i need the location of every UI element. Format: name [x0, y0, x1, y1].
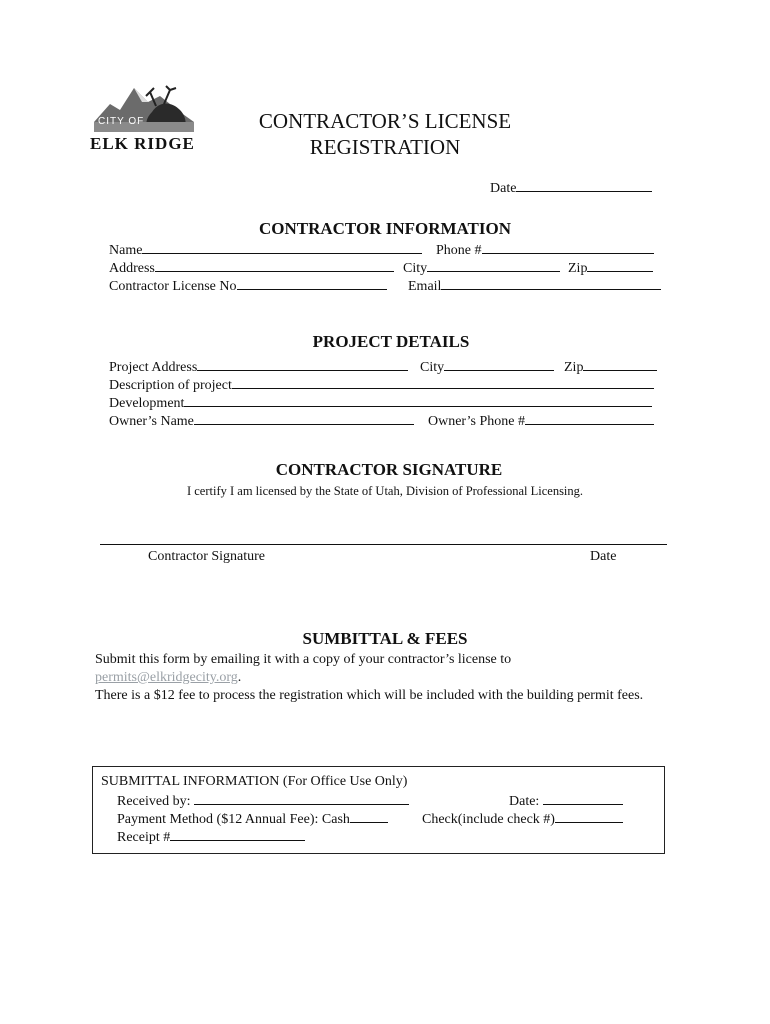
owner-phone-label: Owner’s Phone #	[428, 414, 525, 429]
description-line[interactable]	[232, 375, 654, 389]
signature-date-label: Date	[590, 549, 617, 564]
project-zip-line[interactable]	[583, 357, 657, 371]
logo-small-text: CITY OF	[98, 116, 145, 127]
contractor-info-heading: CONTRACTOR INFORMATION	[258, 219, 512, 238]
received-by-line[interactable]	[194, 791, 409, 805]
name-field[interactable]	[109, 240, 422, 259]
submittal-period: .	[237, 670, 242, 685]
license-label: Contractor License No	[109, 279, 237, 294]
project-details-heading: PROJECT DETAILS	[312, 332, 470, 351]
development-field[interactable]	[109, 393, 652, 412]
page-title-line2: REGISTRATION	[309, 135, 461, 159]
date-label: Date	[490, 181, 517, 196]
submittal-line3: There is a $12 fee to process the registration which will be included with the building permit fees.	[95, 688, 644, 703]
owner-phone-line[interactable]	[525, 411, 654, 425]
project-zip-field[interactable]	[564, 357, 657, 376]
name-label: Name	[109, 243, 143, 258]
check-line[interactable]	[555, 809, 623, 823]
submittal-email-row	[95, 669, 241, 686]
date-field[interactable]	[490, 178, 652, 197]
office-box-title: SUBMITTAL INFORMATION (For Office Use Only)	[101, 774, 408, 789]
owner-name-label: Owner’s Name	[109, 414, 194, 429]
submittal-heading: SUMBITTAL & FEES	[302, 629, 468, 648]
office-date-field[interactable]	[509, 791, 623, 810]
receipt-line[interactable]	[170, 827, 305, 841]
project-address-label: Project Address	[109, 360, 198, 375]
phone-line[interactable]	[482, 240, 654, 254]
project-zip-label: Zip	[564, 360, 584, 375]
office-date-line[interactable]	[543, 791, 623, 805]
owner-phone-field[interactable]	[428, 411, 654, 430]
development-line[interactable]	[184, 393, 652, 407]
city-line[interactable]	[427, 258, 560, 272]
license-line[interactable]	[237, 276, 387, 290]
project-address-line[interactable]	[197, 357, 408, 371]
receipt-label: Receipt #	[117, 830, 171, 845]
check-label: Check(include check #)	[422, 812, 555, 827]
signature-heading: CONTRACTOR SIGNATURE	[275, 460, 503, 479]
received-by-field[interactable]	[117, 791, 409, 810]
cash-line[interactable]	[350, 809, 388, 823]
city-field[interactable]	[403, 258, 560, 277]
phone-field[interactable]	[436, 240, 654, 259]
address-field[interactable]	[109, 258, 394, 277]
check-field[interactable]	[422, 809, 623, 828]
receipt-field[interactable]	[117, 827, 305, 846]
license-field[interactable]	[109, 276, 387, 295]
zip-line[interactable]	[587, 258, 653, 272]
certify-text: I certify I am licensed by the State of Utah, Division of Professional Licensing.	[186, 484, 584, 498]
email-line[interactable]	[441, 276, 661, 290]
project-city-line[interactable]	[444, 357, 554, 371]
zip-field[interactable]	[568, 258, 653, 277]
description-label: Description of project	[109, 378, 232, 393]
zip-label: Zip	[568, 261, 588, 276]
submittal-line1: Submit this form by emailing it with a copy of your contractor’s license to	[95, 652, 512, 667]
name-line[interactable]	[142, 240, 422, 254]
email-field[interactable]	[408, 276, 661, 295]
owner-name-line[interactable]	[194, 411, 414, 425]
page-title-line1: CONTRACTOR’S LICENSE	[258, 109, 512, 133]
payment-cash-field[interactable]	[117, 809, 388, 828]
description-field[interactable]	[109, 375, 654, 394]
project-address-field[interactable]	[109, 357, 408, 376]
permits-email-link[interactable]: permits@elkridgecity.org	[95, 670, 238, 685]
signature-line[interactable]	[100, 544, 667, 545]
address-line[interactable]	[155, 258, 394, 272]
phone-label: Phone #	[436, 243, 482, 258]
date-line[interactable]	[516, 178, 652, 192]
city-logo	[90, 82, 198, 154]
address-label: Address	[109, 261, 155, 276]
development-label: Development	[109, 396, 185, 411]
signature-label: Contractor Signature	[148, 549, 266, 564]
email-label: Email	[408, 279, 442, 294]
office-date-label: Date:	[509, 794, 540, 809]
project-city-label: City	[420, 360, 445, 375]
received-by-label: Received by:	[117, 794, 191, 809]
city-label: City	[403, 261, 428, 276]
logo-big-text: ELK RIDGE	[90, 134, 195, 153]
project-city-field[interactable]	[420, 357, 554, 376]
owner-name-field[interactable]	[109, 411, 414, 430]
payment-label: Payment Method ($12 Annual Fee): Cash	[117, 812, 350, 827]
